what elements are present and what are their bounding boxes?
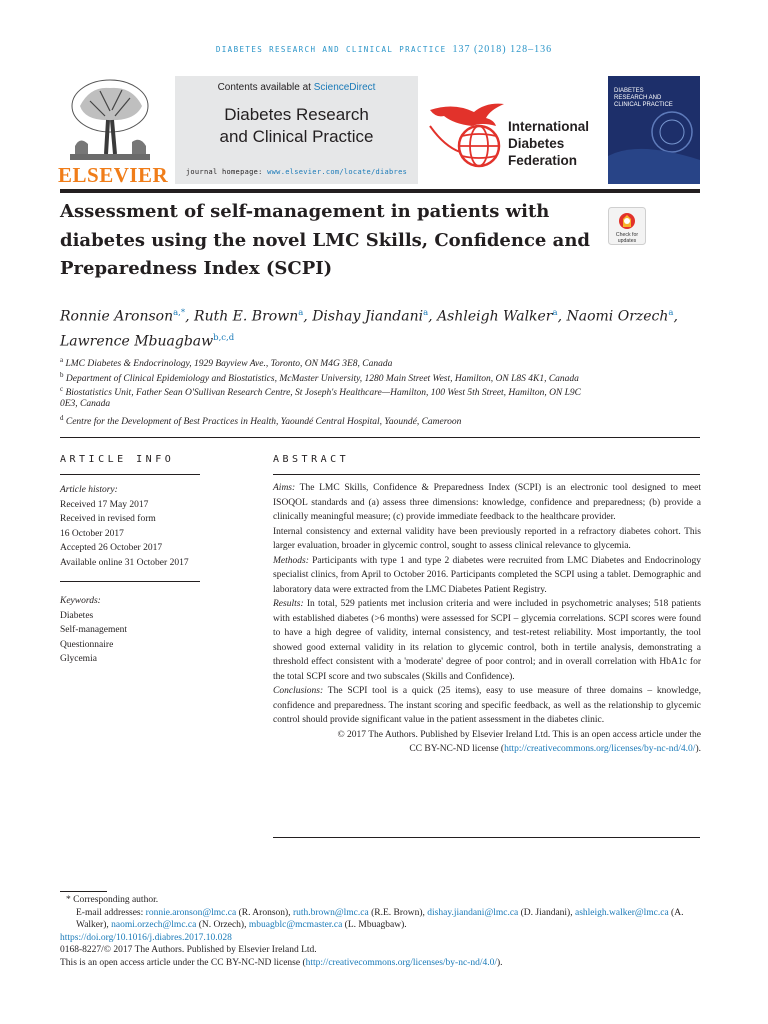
idf-bird-globe-logo (424, 96, 510, 172)
keywords-label: Keywords: (60, 596, 101, 606)
abstract-copyright: © 2017 The Authors. Published by Elsevier Ireland Ltd. This is an open access article under the CC BY-NC-ND license (http://creativecommons.org/licenses/by-nc-nd/4.0/). (337, 729, 701, 754)
history-label: Article history: (60, 485, 118, 495)
author-name[interactable]: Naomi Orzech (566, 308, 669, 325)
history-item: Received 17 May 2017 (60, 499, 149, 510)
keyword: Questionnaire (60, 639, 114, 650)
keywords-rule (60, 581, 200, 582)
email-link[interactable]: ronnie.aronson@lmc.ca (145, 907, 237, 918)
email-link[interactable]: ruth.brown@lmc.ca (292, 907, 369, 918)
article-info-rule (60, 474, 200, 475)
crossmark-label-2: updates (617, 238, 637, 244)
abstract-methods: Methods: Participants with type 1 and type 2 diabetes were recruited from LMC Diabetes and Endocrinology specialist clinics, from April to October 2016. Participants completed the SCPI using a tablet. Demographic and laboratory data were extracted from the LMC Diabetes Patient Registry. (273, 555, 701, 595)
email-addresses: E-mail addresses: ronnie.aronson@lmc.ca (R. Aronson), ruth.brown@lmc.ca (R.E. Brown), dishay.jiandani@lmc.ca (D. Jiandani), ashleigh.walker@lmc.ca (A. Walker), naomi.orzech@lmc.ca (N. Orzech), mbuagblc@mcmaster.ca (L. Mbuagbaw). (76, 907, 684, 930)
author-name[interactable]: Ashleigh Walker (437, 308, 553, 325)
header-rule (60, 189, 700, 193)
author-list: Ronnie Aronson$^{a,*}$, Ruth E. Brown$^a$, Dishay Jiandani$^a$, Ashleigh Walker$^a$, Naomi Orzech$^a$, Lawrence Mbuagbaw$^{b,c,d}$ (60, 308, 678, 350)
history-item: Available online 31 October 2017 (60, 557, 189, 568)
open-access-link[interactable]: http://creativecommons.org/licenses/by-nc-nd/4.0/ (305, 957, 497, 968)
running-head-pages: 137 (2018) 128–136 (452, 44, 553, 55)
open-access-line: This is an open access article under the CC BY-NC-ND license (http://creativecommons.org/licenses/by-nc-nd/4.0/). (60, 957, 503, 968)
journal-masthead (175, 76, 418, 184)
abstract-heading: ABSTRACT (273, 454, 350, 465)
license-link[interactable]: http://creativecommons.org/licenses/by-nc-nd/4.0/ (504, 744, 696, 754)
running-head-journal: DIABETES RESEARCH AND CLINICAL PRACTICE (215, 45, 447, 54)
affiliation-c-cont: 0E3, Canada (60, 398, 111, 409)
journal-title: Diabetes Research and Clinical Practice (219, 105, 374, 146)
author-name[interactable]: Dishay Jiandani (312, 308, 424, 325)
author-name[interactable]: Lawrence Mbuagbaw (60, 333, 214, 350)
elsevier-wordmark: ELSEVIER (58, 163, 169, 187)
author-sup[interactable]: a (298, 308, 304, 318)
author-sup[interactable]: a (668, 308, 674, 318)
author-sup[interactable]: b,c,d (213, 332, 235, 343)
issn-line: 0168-8227/© 2017 The Authors. Published by Elsevier Ireland Ltd. (60, 945, 317, 955)
author-sup[interactable]: a (423, 308, 429, 318)
check-for-updates-icon[interactable] (608, 207, 646, 245)
author-name[interactable]: Ruth E. Brown (194, 308, 299, 325)
affiliation-d: $^d$ Centre for the Development of Best Practices in Health, Yaoundé Central Hospital, Yaoundé, Cameroon (60, 414, 462, 428)
abstract-rule (273, 474, 700, 475)
email-link[interactable]: ashleigh.walker@lmc.ca (574, 907, 669, 918)
article-info-heading: ARTICLE INFO (60, 454, 175, 465)
footnotes (60, 894, 705, 969)
affiliation-c: $^c$ Biostatistics Unit, Father Sean O'Sullivan Research Centre, St Joseph's Healthcare—Hamilton, 100 West 5th Street, Hamilton, ON L9C (60, 385, 582, 399)
abstract-results: Results: In total, 529 patients met inclusion criteria and were included in psychometric analyses; 518 patients with established diabetes (>6 months) were assessed for SCPI – glycemia correlations. SCPI scores were found to have a high degree of validity, internal consistency, and test-retest reliability. Most importantly, the tool showed good external validity in its relation to glycemic control, both in tertile analysis, demonstrating a threshold effect consistent with a 'moderate' degree of poor control; and in overall correlation with HbA1c for the total SCPI score and two subscales (Skills and Confidence). (273, 599, 701, 682)
email-link[interactable]: mbuagblc@mcmaster.ca (248, 920, 343, 930)
abstract-body (273, 481, 701, 757)
doi-link[interactable]: https://doi.org/10.1016/j.diabres.2017.10.028 (60, 932, 232, 943)
running-head (0, 44, 768, 55)
author-sup[interactable]: a (552, 308, 558, 318)
idf-wordmark: International Diabetes Federation (508, 119, 590, 168)
crossmark-label-1: Check for (615, 232, 639, 238)
keyword: Self-management (60, 625, 128, 635)
abstract-end-rule (273, 837, 700, 838)
history-item: Received in revised form (60, 514, 156, 524)
keyword: Diabetes (60, 610, 94, 621)
sciencedirect-link[interactable]: ScienceDirect (313, 82, 376, 93)
journal-cover-image (608, 76, 700, 184)
affiliation-divider (60, 437, 700, 438)
keyword: Glycemia (60, 654, 97, 664)
cover-title: DIABETES RESEARCH AND CLINICAL PRACTICE (614, 88, 673, 108)
article-title: Assessment of self-management in patients with diabetes using the novel LMC Skills, Confidence and Preparedness Index (SCPI) (60, 201, 590, 279)
email-link[interactable]: naomi.orzech@lmc.ca (111, 920, 197, 930)
abstract-conclusions: Conclusions: The SCPI tool is a quick (25 items), easy to use measure of three domains – knowledge, confidence and preparedness. The instant scoring and specific feedback, as well as the relationship to glycemic control should provide significant value in the patient assessment in the diabetes clinic. (273, 686, 701, 725)
history-item: 16 October 2017 (60, 528, 124, 539)
contents-available: Contents available at ScienceDirect (217, 82, 376, 93)
email-link[interactable]: dishay.jiandani@lmc.ca (427, 907, 519, 918)
author-sup[interactable]: a,* (173, 308, 186, 318)
cover-graphic (608, 76, 700, 184)
author-name[interactable]: Ronnie Aronson (60, 308, 174, 325)
affiliation-b: $^b$ Department of Clinical Epidemiology and Biostatistics, McMaster University, 1280 Main Street West, Hamilton, ON L8S 4K1, Canada (60, 370, 579, 384)
footnote-rule (60, 891, 107, 892)
journal-homepage: journal homepage: www.elsevier.com/locate/diabres (185, 168, 408, 176)
history-item: Accepted 26 October 2017 (60, 543, 163, 553)
abstract-aims-2: Internal consistency and external validity have been previously reported in a refractory diabetes cohort. This larger evaluation, broader in glycemic control, sought to assess clinical relevance to glycemia. (273, 526, 701, 551)
abstract-aims: Aims: The LMC Skills, Confidence & Preparedness Index (SCPI) is an electronic tool designed to meet ISOQOL standards and (a) assess three dimensions: knowledge, confidence and preparedness; (b) provide a clinically meaningful measure; (c) provide immediate feedback to the healthcare provider. (273, 483, 701, 522)
affiliation-a: $^a$ LMC Diabetes & Endocrinology, 1929 Bayview Ave., Toronto, ON M4G 3E8, Canada (60, 356, 393, 370)
journal-homepage-link[interactable]: www.elsevier.com/locate/diabres (267, 168, 408, 176)
corresponding-author-note: * Corresponding author. (66, 895, 159, 905)
